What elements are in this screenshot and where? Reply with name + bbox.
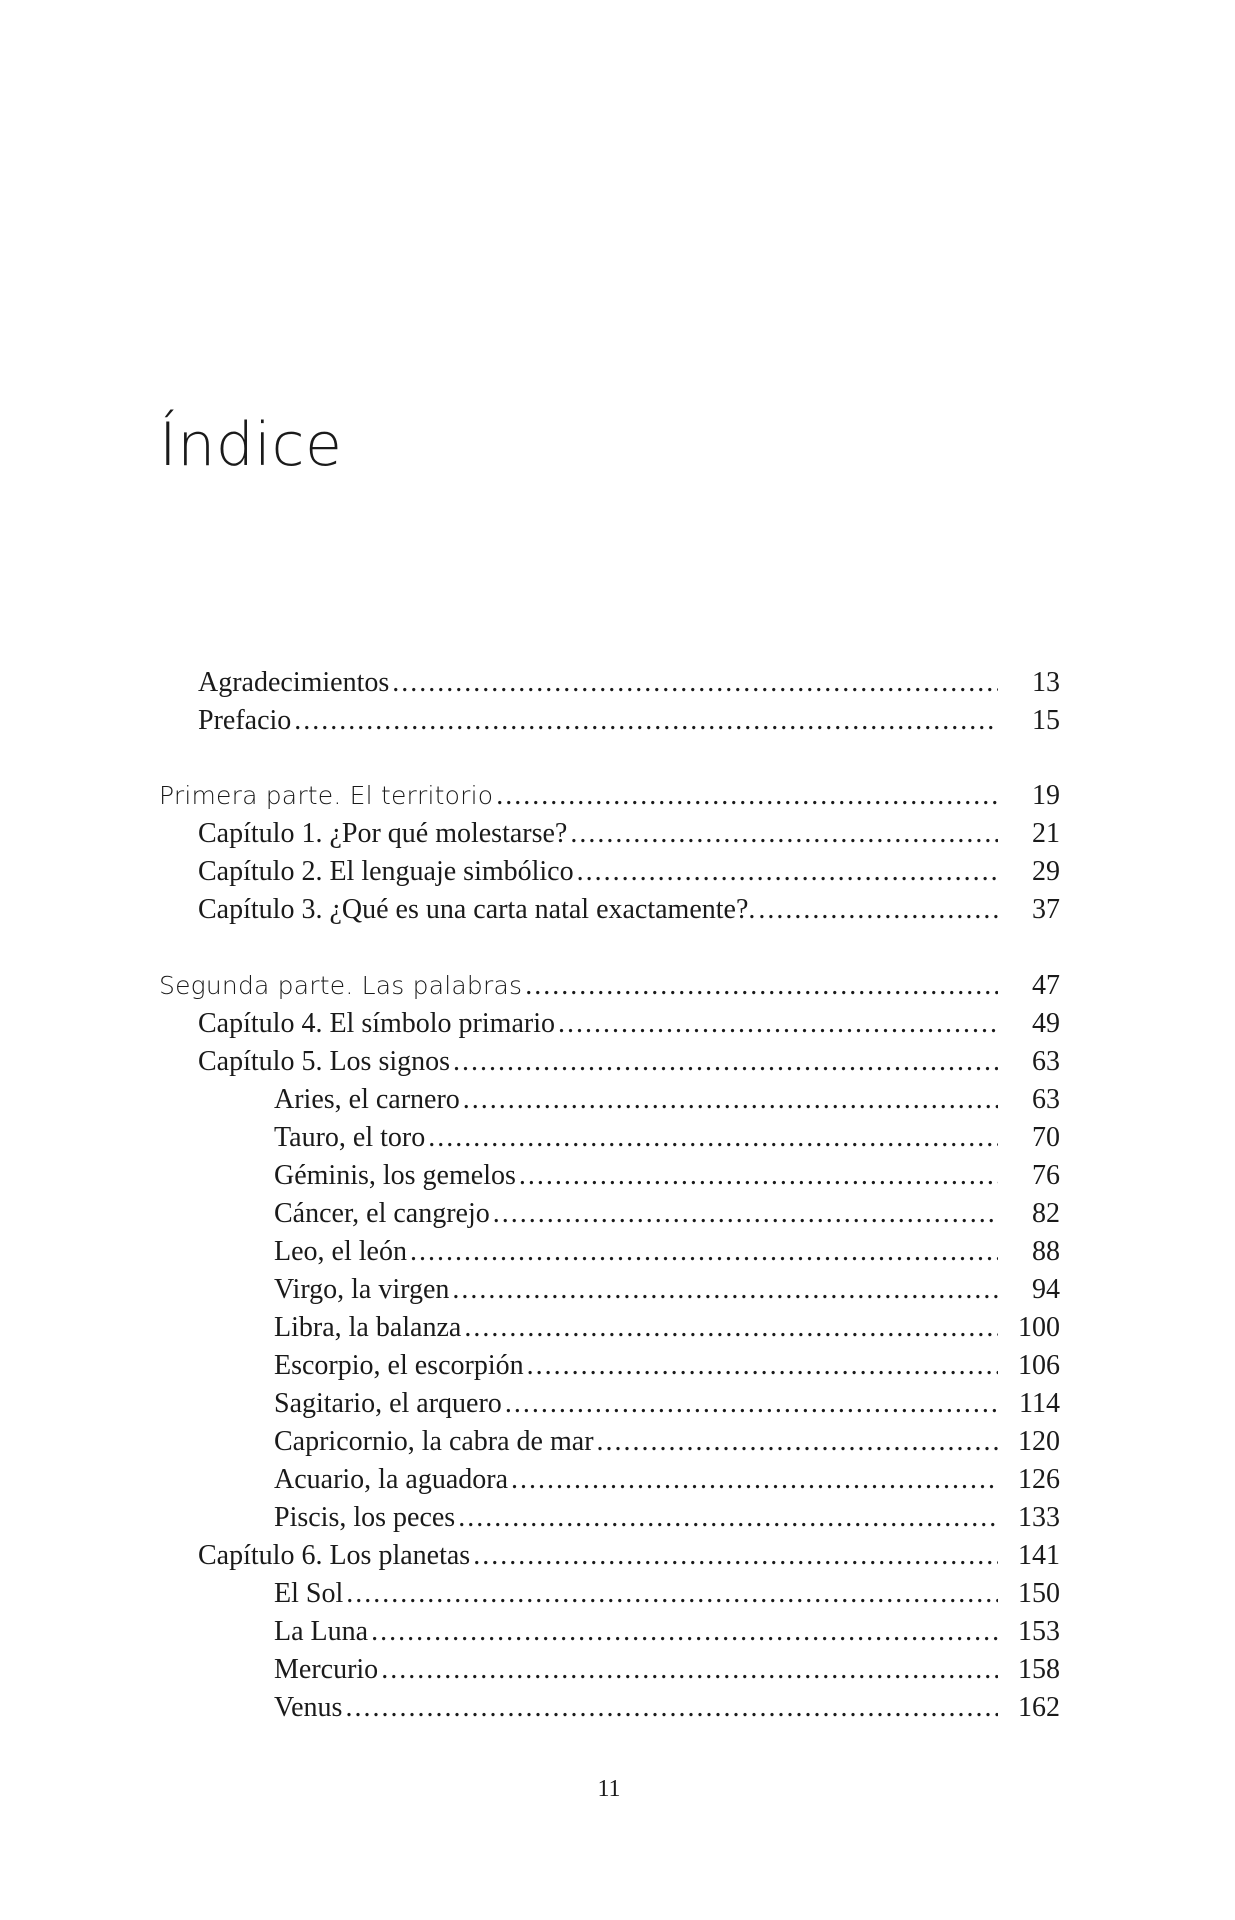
toc-part-title: Primera parte. El territorio bbox=[159, 781, 494, 810]
toc-entry bbox=[274, 1423, 1060, 1461]
toc-entry bbox=[274, 1309, 1060, 1347]
toc-page-number: 100 bbox=[1018, 1312, 1060, 1343]
toc-entry-label: La Luna bbox=[274, 1616, 369, 1647]
dot-leader bbox=[525, 967, 998, 1005]
toc-entry bbox=[274, 1195, 1060, 1233]
toc-entry-label: Virgo, la virgen bbox=[274, 1274, 450, 1305]
toc-entry bbox=[159, 967, 1060, 1005]
dot-leader bbox=[577, 853, 998, 891]
toc-page-number: 47 bbox=[1032, 970, 1060, 1001]
dot-leader bbox=[558, 1005, 998, 1043]
toc-page-number: 82 bbox=[1032, 1198, 1060, 1229]
toc-page-number: 126 bbox=[1018, 1464, 1060, 1495]
toc-page-number: 120 bbox=[1018, 1426, 1060, 1457]
toc-entry-label: Acuario, la aguadora bbox=[274, 1464, 508, 1495]
toc-entry bbox=[198, 1043, 1060, 1081]
toc-entry bbox=[274, 1575, 1060, 1613]
toc-page-number: 133 bbox=[1018, 1502, 1060, 1533]
dot-leader bbox=[527, 1347, 998, 1385]
dot-leader bbox=[346, 1575, 998, 1613]
dot-leader bbox=[371, 1613, 998, 1651]
toc-page-number: 141 bbox=[1018, 1540, 1060, 1571]
toc-entry bbox=[274, 1157, 1060, 1195]
toc-entry-label: Tauro, el toro bbox=[274, 1122, 426, 1153]
toc-entry bbox=[198, 1537, 1060, 1575]
toc-page-number: 19 bbox=[1032, 780, 1060, 811]
dot-leader bbox=[505, 1385, 998, 1423]
toc-entry bbox=[198, 815, 1060, 853]
toc-entry bbox=[198, 1005, 1060, 1043]
toc-entry bbox=[198, 664, 1060, 702]
toc-page-number: 76 bbox=[1032, 1160, 1060, 1191]
toc-entry-label: Mercurio bbox=[274, 1654, 379, 1685]
dot-leader bbox=[473, 1537, 998, 1575]
toc-page-number: 153 bbox=[1018, 1616, 1060, 1647]
toc-entry-label: Capítulo 1. ¿Por qué molestarse? bbox=[198, 818, 568, 849]
toc-entry bbox=[198, 891, 1060, 929]
toc-entry bbox=[159, 777, 1060, 815]
toc-entry-label: Prefacio bbox=[198, 705, 292, 736]
dot-leader bbox=[597, 1423, 998, 1461]
toc-entry-label: Capítulo 4. El símbolo primario bbox=[198, 1008, 555, 1039]
toc-page-number: 94 bbox=[1032, 1274, 1060, 1305]
toc-page-number: 13 bbox=[1032, 667, 1060, 698]
toc-entry-label: Capítulo 5. Los signos bbox=[198, 1046, 451, 1077]
toc-entry bbox=[198, 702, 1060, 740]
dot-leader bbox=[511, 1461, 998, 1499]
toc-page-number: 150 bbox=[1018, 1578, 1060, 1609]
toc-entry-label: Agradecimientos bbox=[198, 667, 390, 698]
toc-entry-label: Capítulo 3. ¿Qué es una carta natal exactamente?. bbox=[198, 894, 756, 925]
toc-entry-label: Capítulo 2. El lenguaje simbólico bbox=[198, 856, 574, 887]
toc-entry-label: Cáncer, el cangrejo bbox=[274, 1198, 490, 1229]
toc-entry-label: Capricornio, la cabra de mar bbox=[274, 1426, 594, 1457]
dot-leader bbox=[294, 702, 998, 740]
toc-page-number: 88 bbox=[1032, 1236, 1060, 1267]
dot-leader bbox=[428, 1119, 998, 1157]
toc-part-title: Segunda parte. Las palabras bbox=[159, 971, 523, 1000]
toc-entry-label: Piscis, los peces bbox=[274, 1502, 456, 1533]
toc-entry bbox=[274, 1651, 1060, 1689]
toc-page-number: 37 bbox=[1032, 894, 1060, 925]
toc-entry bbox=[274, 1119, 1060, 1157]
dot-leader bbox=[345, 1689, 998, 1727]
toc-entry-label: Sagitario, el arquero bbox=[274, 1388, 502, 1419]
toc-page-number: 106 bbox=[1018, 1350, 1060, 1381]
toc-entry-label: Capítulo 6. Los planetas bbox=[198, 1540, 471, 1571]
dot-leader bbox=[452, 1271, 998, 1309]
toc-entry bbox=[274, 1499, 1060, 1537]
toc-entry-label: Géminis, los gemelos bbox=[274, 1160, 516, 1191]
dot-leader bbox=[758, 891, 998, 929]
dot-leader bbox=[381, 1651, 998, 1689]
dot-leader bbox=[570, 815, 998, 853]
toc-entry bbox=[274, 1347, 1060, 1385]
dot-leader bbox=[392, 664, 998, 702]
toc-entry bbox=[274, 1081, 1060, 1119]
toc-entry-label: Venus bbox=[274, 1692, 343, 1723]
toc-page-number: 49 bbox=[1032, 1008, 1060, 1039]
toc-entry-label: Libra, la balanza bbox=[274, 1312, 462, 1343]
toc-entry-label: Leo, el león bbox=[274, 1236, 407, 1267]
toc-entry bbox=[274, 1233, 1060, 1271]
toc-entry bbox=[274, 1613, 1060, 1651]
toc-entry bbox=[198, 853, 1060, 891]
dot-leader bbox=[453, 1043, 998, 1081]
dot-leader bbox=[463, 1081, 998, 1119]
dot-leader bbox=[464, 1309, 998, 1347]
toc-page-number: 63 bbox=[1032, 1046, 1060, 1077]
toc-page-number: 63 bbox=[1032, 1084, 1060, 1115]
toc-page-number: 70 bbox=[1032, 1122, 1060, 1153]
toc-page-number: 114 bbox=[1019, 1388, 1060, 1419]
toc-entry bbox=[274, 1461, 1060, 1499]
toc-entry-label: El Sol bbox=[274, 1578, 344, 1609]
toc-page-number: 162 bbox=[1018, 1692, 1060, 1723]
toc-page-number: 21 bbox=[1032, 818, 1060, 849]
dot-leader bbox=[519, 1157, 998, 1195]
toc-entry bbox=[274, 1689, 1060, 1727]
toc-entry-label: Aries, el carnero bbox=[274, 1084, 460, 1115]
dot-leader bbox=[410, 1233, 998, 1271]
page-title: Índice bbox=[159, 410, 343, 480]
dot-leader bbox=[458, 1499, 998, 1537]
dot-leader bbox=[493, 1195, 998, 1233]
toc-page-number: 29 bbox=[1032, 856, 1060, 887]
page-number: 11 bbox=[597, 1776, 621, 1802]
dot-leader bbox=[496, 777, 998, 815]
toc-entry-label: Escorpio, el escorpión bbox=[274, 1350, 524, 1381]
toc-page-number: 15 bbox=[1032, 705, 1060, 736]
toc-page-number: 158 bbox=[1018, 1654, 1060, 1685]
toc-entry bbox=[274, 1271, 1060, 1309]
toc-entry bbox=[274, 1385, 1060, 1423]
